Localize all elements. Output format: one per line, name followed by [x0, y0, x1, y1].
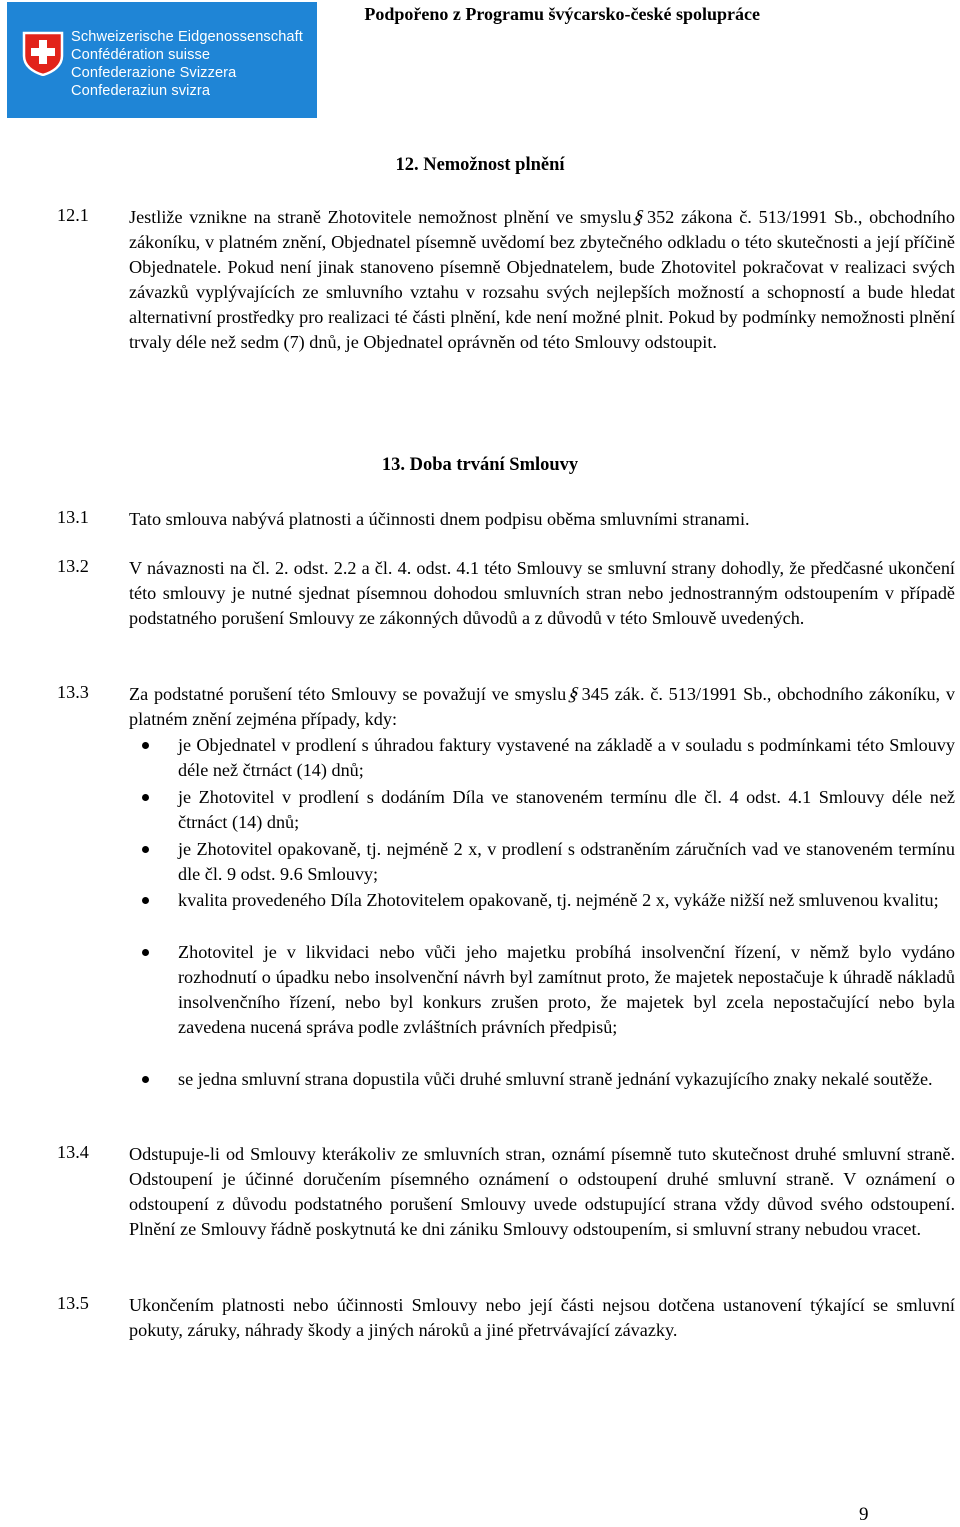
bullet-item: Zhotovitel je v likvidaci nebo vůči jeho majetku probíhá insolvenční řízení, v němž bylo vydáno rozhodnutí o úpadku nebo insolvenční návrh byl zamítnut proto, že majetek nepostačuje k úhradě nákladů insolvenčního řízení, nebo byl konkurs zrušen proto, že majetek byl zcela nepostačující nebo byla zavedena nucená správa podle zvláštních právních předpisů;: [178, 942, 955, 1037]
swiss-flag-icon: [21, 30, 65, 76]
clause-13-1-text: Tato smlouva nabývá platnosti a účinnosti dnem podpisu oběma smluvními stranami.: [129, 509, 750, 529]
bullet-item: se jedna smluvní strana dopustila vůči druhé smluvní straně jednání vykazujícího znaky nekalé soutěže.: [178, 1069, 933, 1089]
clause-12-1-text-b: 352 zákona č. 513/1991 Sb., obchodního zákoníku, v platném znění, Objednatel písemně uvědomí bez zbytečného odkladu o této skutečnosti a její příčině Objednatele. Pokud není jinak stanoveno písemně Objednatelem, bude Zhotovitel pokračovat v realizaci svých závazků vyplývajících ze smluvního vztahu v rozsahu svých nejlepších možností a schopností a bude hledat alternativní prostředky pro realizaci té části plnění, kde není možné plnit. Pokud by podmínky nemožnosti plnění trvaly déle než sedm (7) dnů, je Objednatel oprávněn od této Smlouvy odstoupit.: [129, 207, 955, 352]
clause-13-3-text-a: Za podstatné porušení této Smlouvy se považují ve smyslu: [129, 684, 567, 704]
bullet-dot: [142, 897, 149, 904]
logo-line-romansh: Confederaziun svizra: [71, 83, 211, 99]
section-sign: §: [631, 207, 648, 228]
logo-line-italian: Confederazione Svizzera: [71, 65, 237, 81]
bullet-item: je Zhotovitel v prodlení s dodáním Díla ve stanoveném termínu dle čl. 4 odst. 4.1 Smlouvy déle než čtrnáct (14) dnů;: [178, 787, 955, 832]
page-number: 9: [859, 1504, 869, 1525]
bullet-dot: [142, 846, 149, 853]
clause-12-1-text-a: Jestliže vznikne na straně Zhotovitele nemožnost plnění ve smyslu: [129, 207, 632, 227]
logo-line-french: Confédération suisse: [71, 47, 211, 63]
swiss-confederation-logo: [7, 2, 317, 118]
clause-13-1-number: 13.1: [57, 507, 89, 527]
clause-13-4-number: 13.4: [57, 1142, 89, 1162]
program-support-note: Podpořeno z Programu švýcarsko-české spolupráce: [364, 4, 760, 24]
clause-13-3-text-b: 345 zák. č. 513/1991 Sb., obchodního zákoníku, v platném znění zejména případy, kdy:: [129, 684, 955, 729]
clause-12-1-number: 12.1: [57, 205, 89, 225]
clause-13-2-number: 13.2: [57, 556, 89, 576]
bullet-dot: [142, 742, 149, 749]
section-12-title: 12. Nemožnost plnění: [395, 155, 565, 175]
clause-13-4-text: Odstupuje-li od Smlouvy kterákoliv ze smluvních stran, oznámí písemně tuto skutečnost druhé smluvní straně. Odstoupení je účinné doručením písemného oznámení o odstoupení druhé smluvní straně. V oznámení o odstoupení z důvodu podstatného porušení Smlouvy uvede odstupující strana vždy důvod svého odstoupení. Plnění ze Smlouvy řádně poskytnutá ke dni zániku Smlouvy odstoupením, si smluvní strany nebudou vracet.: [129, 1144, 955, 1239]
section-13-title: 13. Doba trvání Smlouvy: [381, 455, 579, 475]
bullet-item: je Zhotovitel opakovaně, tj. nejméně 2 x, v prodlení s odstraněním záručních vad ve stanoveném termínu dle čl. 9 odst. 9.6 Smlouvy;: [178, 839, 955, 884]
clause-13-5-number: 13.5: [57, 1293, 89, 1313]
bullet-dot: [142, 949, 149, 956]
clause-13-2-text: V návaznosti na čl. 2. odst. 2.2 a čl. 4. odst. 4.1 této Smlouvy se smluvní strany dohodly, že předčasné ukončení této smlouvy je nutné sjednat písemnou dohodou smluvních stran nebo jednostranným odstoupením v případě podstatného porušení Smlouvy ze zákonných důvodů a z důvodů v této Smlouvě uvedených.: [129, 558, 955, 628]
clause-12-1-text: [129, 205, 955, 355]
bullet-dot: [142, 1076, 149, 1083]
bullet-item: kvalita provedeného Díla Zhotovitelem opakovaně, tj. nejméně 2 x, vykáže nižší než smluvenou kvalitu;: [178, 890, 939, 910]
bullet-item: je Objednatel v prodlení s úhradou faktury vystavené na základě a v souladu s podmínkami této Smlouvy déle než čtrnáct (14) dnů;: [178, 735, 955, 780]
clause-13-3-text: [129, 682, 955, 732]
section-sign: §: [565, 684, 583, 705]
logo-line-german: Schweizerische Eidgenossenschaft: [71, 29, 303, 45]
clause-13-3-number: 13.3: [57, 682, 89, 702]
clause-13-5-text: Ukončením platnosti nebo účinnosti Smlouvy nebo její části nejsou dotčena ustanovení týkající se smluvní pokuty, záruky, náhrady škody a jiných nároků a jiné přetrvávající závazky.: [129, 1295, 955, 1340]
bullet-dot: [142, 794, 149, 801]
